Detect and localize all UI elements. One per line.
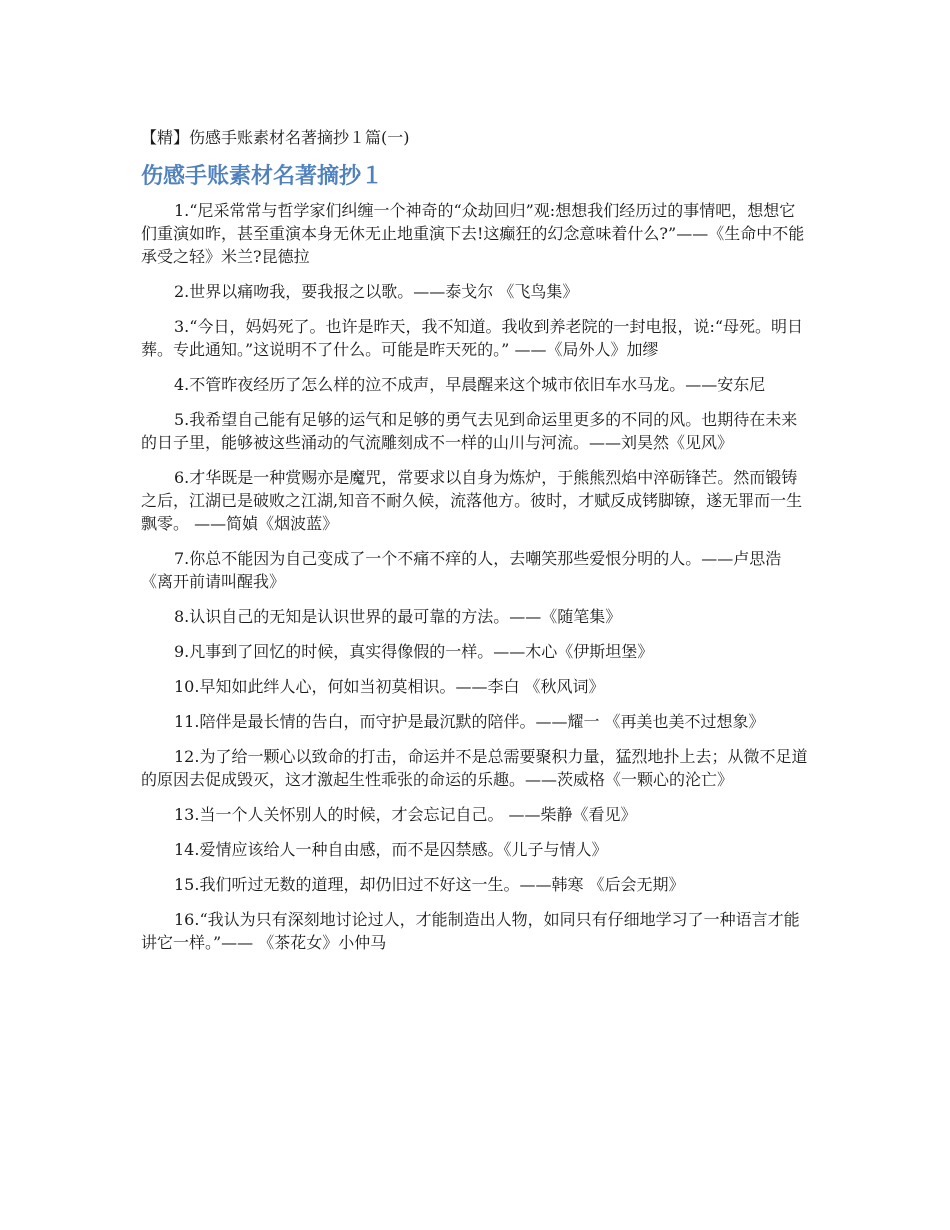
quote-entry-16: 16.“我认为只有深刻地讨论过人，才能制造出人物，如同只有仔细地学习了一种语言才能讲它一样。”—— 《茶花女》小仲马 <box>141 910 800 952</box>
quote-entry-12: 12.为了给一颗心以致命的打击，命运并不是总需要聚积力量，猛烈地扑上去；从微不足道的原因去促成毁灭，这才激起生性乖张的命运的乐趣。——茨威格《一颗心的沦亡》 <box>141 747 808 789</box>
quote-entry-10: 10.早知如此绊人心，何如当初莫相识。——李白 《秋风词》 <box>174 677 605 696</box>
quote-entry-14: 14.爱情应该给人一种自由感，而不是囚禁感。《儿子与情人》 <box>174 840 608 859</box>
quote-entry-5: 5.我希望自己能有足够的运气和足够的勇气去见到命运里更多的不同的风。也期待在未来的日子里，能够被这些涌动的气流雕刻成不一样的山川与河流。——刘昊然《见风》 <box>141 410 798 452</box>
document-header-line: 【精】伤感手账素材名著摘抄１篇(一) <box>141 128 410 147</box>
quote-entry-9: 9.凡事到了回忆的时候，真实得像假的一样。——木心《伊斯坦堡》 <box>174 642 654 661</box>
quote-entry-1: 1.“尼采常常与哲学家们纠缠一个神奇的“众劫回归”观:想想我们经历过的事情吧，想想它们重演如昨，甚至重演本身无休无止地重演下去!这癫狂的幻念意味着什么?”——《生命中不能承受之轻》米兰?昆德拉 <box>141 201 805 266</box>
document-title: 伤感手账素材名著摘抄１ <box>141 164 384 189</box>
document-page <box>141 125 811 966</box>
quote-entry-13: 13.当一个人关怀别人的时候，才会忘记自己。 ——柴静《看见》 <box>174 805 637 824</box>
quote-entry-8: 8.认识自己的无知是认识世界的最可靠的方法。——《随笔集》 <box>174 607 622 626</box>
quote-entry-15: 15.我们听过无数的道理，却仍旧过不好这一生。——韩寒 《后会无期》 <box>174 875 685 894</box>
quote-entry-4: 4.不管昨夜经历了怎么样的泣不成声，早晨醒来这个城市依旧车水马龙。——安东尼 <box>174 375 766 394</box>
quote-entry-2: 2.世界以痛吻我，要我报之以歌。——泰戈尔 《飞鸟集》 <box>174 282 579 301</box>
quote-entry-11: 11.陪伴是最长情的告白，而守护是最沉默的陪伴。——耀一 《再美也美不过想象》 <box>174 712 765 731</box>
quote-entry-7: 7.你总不能因为自己变成了一个不痛不痒的人，去嘲笑那些爱恨分明的人。——卢思浩《离开前请叫醒我》 <box>141 549 782 591</box>
quote-entry-6: 6.才华既是一种赏赐亦是魔咒，常要求以自身为炼炉，于熊熊烈焰中淬砺锋芒。然而锻铸之后，江湖已是破败之江湖,知音不耐久候，流落他方。彼时，才赋反成铐脚镣，遂无罪而一生飘零。 ——简媜《烟波蓝》 <box>141 468 803 533</box>
quote-entry-3: 3.“今日，妈妈死了。也许是昨天，我不知道。我收到养老院的一封电报，说:“母死。明日葬。专此通知。”这说明不了什么。可能是昨天死的。” ——《局外人》加缪 <box>141 317 804 359</box>
